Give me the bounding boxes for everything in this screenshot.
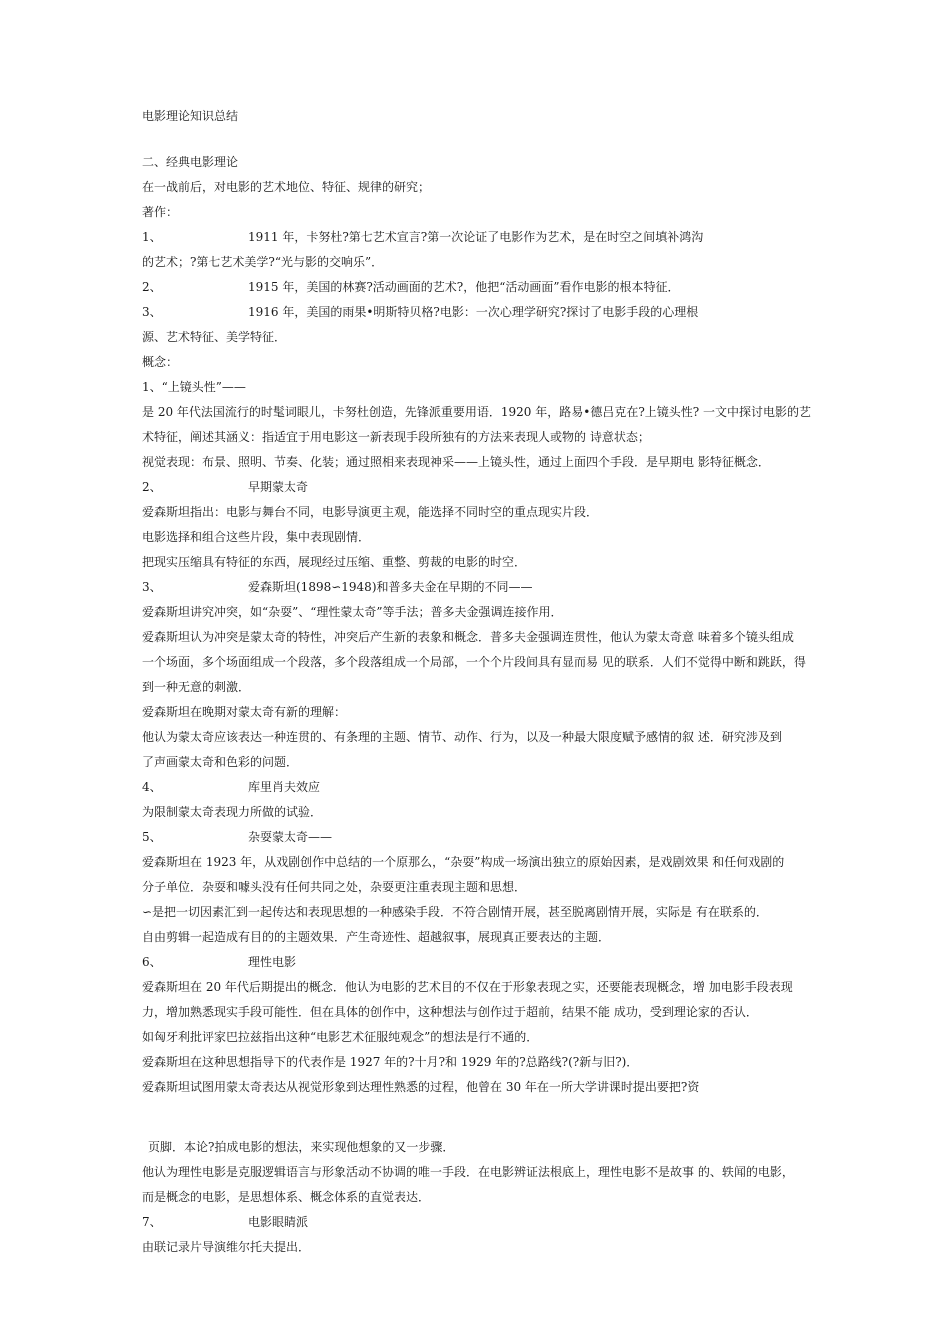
continuation-paragraph-line: 而是概念的电影，是思想体系、概念体系的直觉表达．	[142, 1190, 431, 1204]
concept-3-paragraph-line: 了声画蒙太奇和色彩的问题．	[142, 755, 299, 769]
concept-3-title: 爱森斯坦(1898∽1948)和普多夫金在早期的不同——	[248, 580, 533, 594]
concept-5-title: 杂耍蒙太奇——	[248, 830, 333, 844]
concept-3-paragraph-line: 一个场面，多个场面组成一个段落，多个段落组成一个局部，一个个片段间具有显而易 见的联系．人们不觉得中断和跳跃，得	[142, 655, 806, 669]
work-2-number: 2、	[142, 280, 162, 294]
concept-6-paragraph-line: 如匈牙利批评家巴拉兹指出这种“电影艺术征服纯观念”的想法是行不通的．	[142, 1030, 539, 1044]
concept-4-paragraph-line: 为限制蒙太奇表现力所做的试验．	[142, 805, 323, 819]
concept-2-paragraph-line: 电影选择和组合这些片段，集中表现剧情．	[142, 530, 371, 544]
work-1-text: 1911 年，卡努杜?第七艺术宣言?第一次论证了电影作为艺术，是在时空之间填补鸿沟	[248, 230, 704, 244]
work-1-continuation: 的艺术；?第七艺术美学?“光与影的交响乐”．	[142, 255, 384, 269]
concepts-label: 概念：	[142, 355, 179, 369]
concept-7-number: 7、	[142, 1215, 162, 1229]
concept-6-title: 理性电影	[248, 955, 297, 969]
concept-6-number: 6、	[142, 955, 162, 969]
page-footer: 页脚．本论?拍成电影的想法，来实现他想象的又一步骤．	[148, 1140, 455, 1154]
concept-5-paragraph-line: ∽是把一切因素汇到一起传达和表现思想的一种感染手段．不符合剧情开展，甚至脱离剧情开展，实际是 有在联系的．	[142, 905, 768, 919]
work-1-number: 1、	[142, 230, 162, 244]
concept-6-paragraph-line: 力，增加熟悉现实手段可能性．但在具体的创作中，这种想法与创作过于超前，结果不能 成功，受到理论家的否认．	[142, 1005, 758, 1019]
concept-3-paragraph-line: 到一种无意的刺激．	[142, 680, 251, 694]
concept-4-number: 4、	[142, 780, 162, 794]
concept-1-title: “上镜头性”——	[161, 380, 246, 394]
concept-5-paragraph-line: 自由剪辑一起造成有目的的主题效果．产生奇迹性、超越叙事，展现真正要表达的主题．	[142, 930, 611, 944]
work-3-continuation: 源、艺术特征、美学特征．	[142, 330, 287, 344]
concept-2-paragraph-line: 把现实压缩具有特征的东西，展现经过压缩、重整、剪裁的电影的时空．	[142, 555, 527, 569]
work-2-text: 1915 年，美国的林赛?活动画面的艺术?，他把“活动画面”看作电影的根本特征．	[248, 280, 680, 294]
concept-7-paragraph-line: 由联记录片导演维尔托夫提出．	[142, 1240, 311, 1254]
concept-1-paragraph-line: 视觉表现：布景、照明、节奏、化装；通过照相来表现神采——上镜头性，通过上面四个手段．是早期电 影特征概念．	[142, 455, 770, 469]
concept-6-paragraph-line: 爱森斯坦试图用蒙太奇表达从视觉形象到达理性熟悉的过程，他曾在 30 年在一所大学讲课时提出要把?资	[142, 1080, 700, 1094]
concept-1-number: 1、	[142, 380, 162, 394]
concept-2-number: 2、	[142, 480, 162, 494]
section-heading: 二、经典电影理论	[142, 155, 239, 169]
concept-5-number: 5、	[142, 830, 162, 844]
concept-5-paragraph-line: 爱森斯坦在 1923 年，从戏剧创作中总结的一个原那么，“杂耍”构成一场演出独立的原始因素，是戏剧效果 和任何戏剧的	[142, 855, 785, 869]
concept-6-paragraph-line: 爱森斯坦在这种思想指导下的代表作是 1927 年的?十月?和 1929 年的?总路线?(?新与旧?)．	[142, 1055, 639, 1069]
concept-5-paragraph-line: 分子单位．杂耍和噱头没有任何共同之处，杂耍更注重表现主题和思想．	[142, 880, 527, 894]
concept-3-paragraph-line: 爱森斯坦在晚期对蒙太奇有新的理解：	[142, 705, 347, 719]
document-title: 电影理论知识总结	[142, 109, 239, 123]
concept-1-paragraph-line: 是 20 年代法国流行的时髦词眼儿，卡努杜创造，先锋派重要用语．1920 年，路易•德吕克在?上镜头性? 一文中探讨电影的艺	[142, 405, 812, 419]
continuation-paragraph-line: 他认为理性电影是克服逻辑语言与形象活动不协调的唯一手段．在电影辨证法根底上，理性电影不是故事 的、轶闻的电影，	[142, 1165, 794, 1179]
concept-3-paragraph-line: 他认为蒙太奇应该表达一种连贯的、有条理的主题、情节、动作、行为，以及一种最大限度赋予感情的叙 述．研究涉及到	[142, 730, 782, 744]
concept-3-paragraph-line: 爱森斯坦讲究冲突，如“杂耍”、“理性蒙太奇”等手法；普多夫金强调连接作用．	[142, 605, 563, 619]
concept-1-heading	[142, 379, 822, 395]
concept-2-title: 早期蒙太奇	[248, 480, 309, 494]
concept-3-paragraph-line: 爱森斯坦认为冲突是蒙太奇的特性，冲突后产生新的表象和概念．普多夫金强调连贯性，他认为蒙太奇意 味着多个镜头组成	[142, 630, 794, 644]
concept-3-number: 3、	[142, 580, 162, 594]
concept-7-title: 电影眼睛派	[248, 1215, 309, 1229]
work-3-text: 1916 年，美国的雨果•明斯特贝格?电影：一次心理学研究?探讨了电影手段的心理根	[248, 305, 699, 319]
concept-1-paragraph-line: 术特征，阐述其涵义：指适宜于用电影这一新表现手段所独有的方法来表现人或物的 诗意状态；	[142, 430, 650, 444]
work-3-number: 3、	[142, 305, 162, 319]
works-label: 著作：	[142, 205, 179, 219]
concept-6-paragraph-line: 爱森斯坦在 20 年代后期提出的概念．他认为电影的艺术目的不仅在于形象表现之实，还要能表现概念，增 加电影手段表现	[142, 980, 793, 994]
concept-4-title: 库里肖夫效应	[248, 780, 321, 794]
concept-2-paragraph-line: 爱森斯坦指出：电影与舞台不同，电影导演更主观，能选择不同时空的重点现实片段．	[142, 505, 599, 519]
intro-text: 在一战前后，对电影的艺术地位、特征、规律的研究；	[142, 180, 431, 194]
